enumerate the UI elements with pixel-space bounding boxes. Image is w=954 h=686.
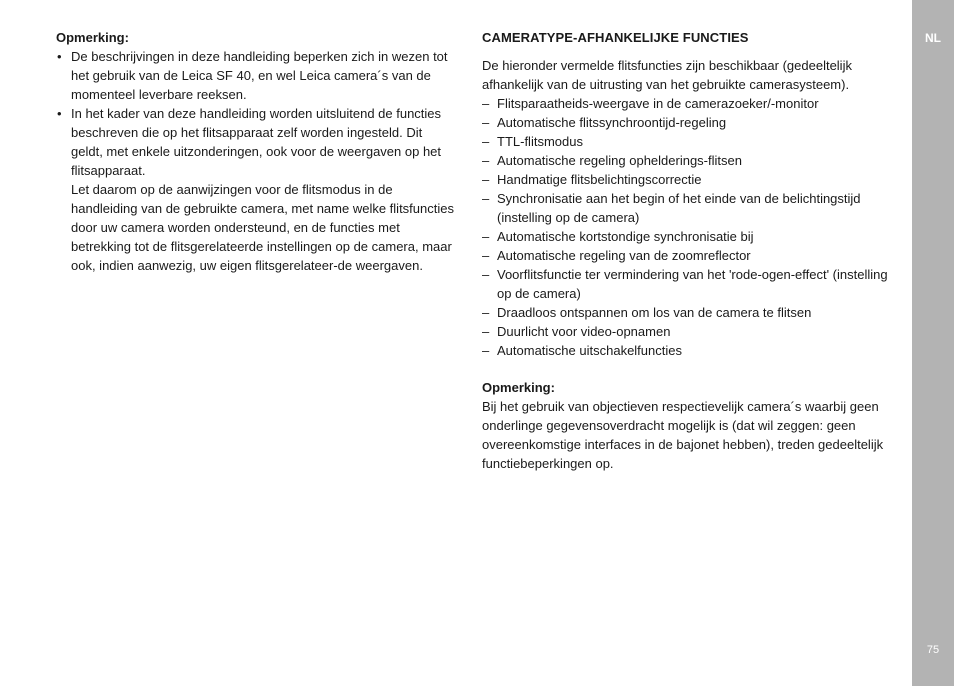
- bullet-paragraph: In het kader van deze handleiding worden uitsluitend de functies beschreven die op het flitsapparaat zelf worden ingesteld. Dit geldt, met enkele uitzonderingen, ook voor de weergaven op het flitsapparaat.: [71, 106, 442, 178]
- feature-item: [482, 151, 892, 170]
- section-intro: De hieronder vermelde flitsfuncties zijn beschikbaar (gedeeltelijk afhankelijk van de uitrusting van het gebruikte camerasysteem).: [482, 58, 852, 92]
- dash-marker: –: [482, 305, 490, 320]
- feature-text: Automatische regeling van de zoomreflector: [497, 248, 751, 263]
- note-heading-right: Opmerking:: [482, 380, 555, 395]
- note-text: Bij het gebruik van objectieven respectievelijk camera´s waarbij geen onderlinge gegevensoverdracht mogelijk is (dat wil zeggen: geen overeenkomstige interfaces in de bajonet hebben), treden gedeeltelijk functiebeperkingen op.: [482, 399, 884, 471]
- left-column: [56, 28, 456, 275]
- section-heading: CAMERATYPE-AFHANKELIJKE FUNCTIES: [482, 30, 749, 45]
- dash-marker: –: [482, 153, 490, 168]
- dash-marker: –: [482, 267, 490, 282]
- dash-marker: –: [482, 172, 490, 187]
- feature-text: Flitsparaatheids-weergave in de camerazoeker/-monitor: [497, 96, 819, 111]
- language-side-tab: [912, 0, 954, 686]
- page-number: 75: [926, 644, 940, 656]
- feature-text: Draadloos ontspannen om los van de camera te flitsen: [497, 305, 812, 320]
- feature-text: Duurlicht voor video-opnamen: [497, 324, 671, 339]
- feature-item: [482, 189, 892, 227]
- feature-item: [482, 341, 892, 360]
- feature-item: [482, 246, 892, 265]
- bullet-item: [56, 104, 456, 275]
- feature-list: [482, 94, 892, 360]
- feature-item: [482, 132, 892, 151]
- feature-text: Automatische flitssynchroontijd-regeling: [497, 115, 727, 130]
- note-heading-left: Opmerking:: [56, 30, 129, 45]
- language-label: NL: [925, 31, 941, 45]
- feature-text: Handmatige flitsbelichtingscorrectie: [497, 172, 702, 187]
- feature-item: [482, 322, 892, 341]
- feature-item: [482, 170, 892, 189]
- bullet-item: [56, 47, 456, 104]
- dash-marker: –: [482, 115, 490, 130]
- feature-text: Automatische regeling ophelderings-flitsen: [497, 153, 742, 168]
- right-column: [482, 28, 892, 473]
- bullet-paragraph: De beschrijvingen in deze handleiding beperken zich in wezen tot het gebruik van de Leica SF 40, en wel Leica camera´s van de momenteel leverbare reeksen.: [71, 49, 448, 102]
- feature-item: [482, 113, 892, 132]
- feature-text: Synchronisatie aan het begin of het einde van de belichtingstijd (instelling op de camera): [497, 191, 861, 225]
- bullet-marker: •: [57, 106, 62, 121]
- note-block-right: [482, 378, 892, 473]
- feature-item: [482, 94, 892, 113]
- dash-marker: –: [482, 324, 490, 339]
- dash-marker: –: [482, 343, 490, 358]
- note-bullet-list: [56, 47, 456, 275]
- dash-marker: –: [482, 191, 490, 206]
- feature-text: Automatische kortstondige synchronisatie bij: [497, 229, 754, 244]
- feature-item: [482, 303, 892, 322]
- feature-text: TTL-flitsmodus: [497, 134, 583, 149]
- feature-text: Voorflitsfunctie ter vermindering van het 'rode-ogen-effect' (instelling op de camera): [497, 267, 888, 301]
- bullet-marker: •: [57, 49, 62, 64]
- bullet-paragraph: Let daarom op de aanwijzingen voor de flitsmodus in de handleiding van de gebruikte camera, met name welke flitsfuncties door uw camera worden ondersteund, en de functies met betrekking tot de flitsgerelateerde instellingen op de camera, maar ook, indien aanwezig, uw eigen flitsgerelateer-de weergaven.: [71, 182, 454, 273]
- dash-marker: –: [482, 248, 490, 263]
- feature-text: Automatische uitschakelfuncties: [497, 343, 682, 358]
- dash-marker: –: [482, 229, 490, 244]
- dash-marker: –: [482, 134, 490, 149]
- feature-item: [482, 265, 892, 303]
- dash-marker: –: [482, 96, 490, 111]
- feature-item: [482, 227, 892, 246]
